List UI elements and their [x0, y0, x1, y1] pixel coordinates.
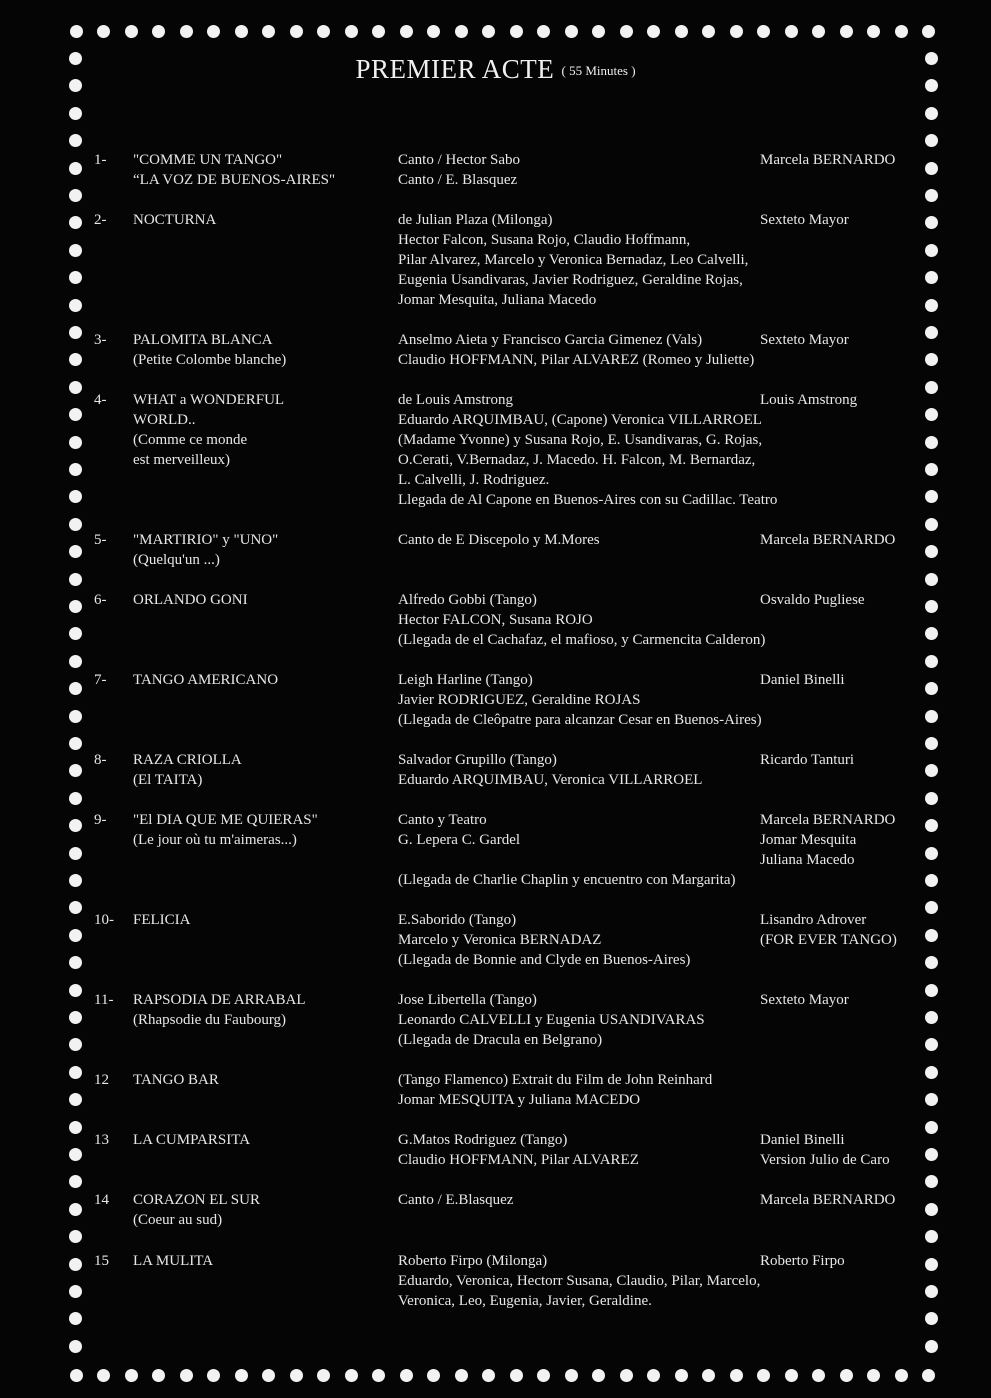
- entry-artist-line: Marcela BERNARDO: [760, 1192, 896, 1208]
- border-dot: [69, 326, 82, 339]
- entry-title-line: TANGO AMERICANO: [133, 672, 279, 688]
- entry-number: 10-: [94, 912, 114, 928]
- entry-description-line: Canto / Hector Sabo: [398, 152, 521, 168]
- entry-artist-line: Ricardo Tanturi: [760, 752, 855, 768]
- entry-artist-line: Sexteto Mayor: [760, 992, 849, 1008]
- entry-description-line: Hector Falcon, Susana Rojo, Claudio Hoffmann,: [398, 232, 691, 248]
- border-dot: [785, 1369, 798, 1382]
- border-dot: [922, 25, 935, 38]
- border-dot: [69, 1038, 82, 1051]
- entry-artist-line: Marcela BERNARDO: [760, 812, 896, 828]
- border-dot: [840, 1369, 853, 1382]
- entry-title: [133, 390, 395, 470]
- entry-title-line: est merveilleux): [133, 452, 231, 468]
- entry-title-line: TANGO BAR: [133, 1072, 219, 1088]
- border-dot: [69, 792, 82, 805]
- entry-desc: [398, 1070, 918, 1110]
- entry-number: 12: [94, 1072, 109, 1088]
- border-dot: [69, 1285, 82, 1298]
- entry-description-line: Leonardo CALVELLI y Eugenia USANDIVARAS: [398, 1012, 705, 1028]
- entry-description-line: (Tango Flamenco) Extrait du Film de John Reinhard: [398, 1072, 713, 1088]
- entry-title: [133, 910, 395, 930]
- entry-artist-line: Louis Amstrong: [760, 392, 858, 408]
- entry-description-line: Canto y Teatro: [398, 812, 487, 828]
- entry-description-line: Eugenia Usandivaras, Javier Rodriguez, Geraldine Rojas,: [398, 272, 743, 288]
- entry-title-line: (Petite Colombe blanche): [133, 352, 287, 368]
- border-dot: [69, 1148, 82, 1161]
- border-dot: [757, 1369, 770, 1382]
- border-dot: [69, 682, 82, 695]
- border-dot: [925, 1066, 938, 1079]
- border-dot: [180, 25, 193, 38]
- border-dot: [69, 545, 82, 558]
- entry-description-line: Leigh Harline (Tango): [398, 672, 533, 688]
- entry-artist-line: Sexteto Mayor: [760, 332, 849, 348]
- entry-description-line: Eduardo, Veronica, Hectorr Susana, Claudio, Pilar, Marcelo,: [398, 1273, 761, 1289]
- border-dot: [592, 25, 605, 38]
- entry-description-line: (Llegada de Charlie Chaplin y encuentro con Margarita): [398, 872, 736, 888]
- border-dot: [537, 25, 550, 38]
- entry-artist: [760, 910, 930, 950]
- border-dot: [69, 134, 82, 147]
- entry-description-line: Salvador Grupillo (Tango): [398, 752, 557, 768]
- border-dot: [372, 25, 385, 38]
- border-dot: [69, 573, 82, 586]
- border-dot: [69, 847, 82, 860]
- entry-title: [133, 670, 395, 690]
- entry-number: 2-: [94, 212, 107, 228]
- entry-artist: [760, 1251, 930, 1271]
- border-dot: [69, 244, 82, 257]
- entry-title-line: WHAT a WONDERFUL: [133, 392, 285, 408]
- entry-number: 8-: [94, 752, 107, 768]
- border-dot: [427, 25, 440, 38]
- border-dot: [925, 490, 938, 503]
- border-dot: [510, 25, 523, 38]
- entry-number: 1-: [94, 152, 107, 168]
- border-dot: [925, 1011, 938, 1024]
- border-dot: [69, 271, 82, 284]
- entry-title-line: "El DIA QUE ME QUIERAS": [133, 812, 318, 828]
- border-dot: [702, 25, 715, 38]
- entry-artist-line: Marcela BERNARDO: [760, 532, 896, 548]
- entry-number: 15: [94, 1253, 109, 1269]
- entry-title: [133, 990, 395, 1030]
- border-dot: [647, 25, 660, 38]
- border-dot: [69, 1340, 82, 1353]
- border-dot: [840, 25, 853, 38]
- border-dot: [69, 600, 82, 613]
- entry-title-line: (El TAITA): [133, 772, 203, 788]
- border-dot: [510, 1369, 523, 1382]
- border-dot: [675, 1369, 688, 1382]
- entry-description-line: Pilar Alvarez, Marcelo y Veronica Bernadaz, Leo Calvelli,: [398, 252, 749, 268]
- border-dot: [925, 299, 938, 312]
- entry-description-line: (Llegada de Bonnie and Clyde en Buenos-Aires): [398, 952, 691, 968]
- border-dot: [207, 1369, 220, 1382]
- border-dot: [290, 1369, 303, 1382]
- entry-description-line: E.Saborido (Tango): [398, 912, 517, 928]
- entry-number: 7-: [94, 672, 107, 688]
- entry-title-line: NOCTURNA: [133, 212, 217, 228]
- border-dot: [565, 25, 578, 38]
- entry-title: [133, 1070, 395, 1090]
- border-dot: [69, 189, 82, 202]
- entry-description-line: Jomar MESQUITA y Juliana MACEDO: [398, 1092, 641, 1108]
- entry-title-line: WORLD..: [133, 412, 196, 428]
- border-dot: [317, 25, 330, 38]
- entry-artist: [760, 530, 930, 550]
- border-dot: [925, 573, 938, 586]
- entry-title-line: (Le jour où tu m'aimeras...): [133, 832, 297, 848]
- border-dot: [69, 627, 82, 640]
- border-dot: [400, 25, 413, 38]
- border-dot: [69, 1121, 82, 1134]
- border-dot: [69, 381, 82, 394]
- border-dot: [69, 436, 82, 449]
- border-dot: [69, 353, 82, 366]
- border-dot: [69, 107, 82, 120]
- entry-description-line: Jomar Mesquita, Juliana Macedo: [398, 292, 597, 308]
- entry-artist: [760, 590, 930, 610]
- border-dot: [69, 901, 82, 914]
- entry-number: 5-: [94, 532, 107, 548]
- border-dot: [69, 929, 82, 942]
- entry-artist-line: Daniel Binelli: [760, 1132, 845, 1148]
- entry-description-line: Veronica, Leo, Eugenia, Javier, Geraldine.: [398, 1293, 652, 1309]
- entry-artist: [760, 990, 930, 1010]
- border-dot: [812, 25, 825, 38]
- border-dot: [125, 1369, 138, 1382]
- entry-description-line: Llegada de Al Capone en Buenos-Aires con su Cadillac. Teatro: [398, 492, 778, 508]
- entry-title-line: (Comme ce monde: [133, 432, 248, 448]
- entry-description-line: Marcelo y Veronica BERNADAZ: [398, 932, 602, 948]
- border-dot: [925, 244, 938, 257]
- border-dot: [69, 984, 82, 997]
- border-dot: [925, 518, 938, 531]
- entry-artist-line: Version Julio de Caro: [760, 1152, 890, 1168]
- entry-description-line: L. Calvelli, J. Rodriguez.: [398, 472, 550, 488]
- border-dot: [925, 107, 938, 120]
- border-dot: [152, 25, 165, 38]
- border-dot: [757, 25, 770, 38]
- border-dot: [69, 1258, 82, 1271]
- entry-description-line: Javier RODRIGUEZ, Geraldine ROJAS: [398, 692, 641, 708]
- entry-number: 3-: [94, 332, 107, 348]
- act-duration: ( 55 Minutes ): [561, 63, 636, 78]
- entry-description-line: Canto de E Discepolo y M.Mores: [398, 532, 600, 548]
- entry-title: [133, 150, 395, 190]
- entry-description-line: G. Lepera C. Gardel: [398, 832, 521, 848]
- border-dot: [647, 1369, 660, 1382]
- border-dot: [69, 1093, 82, 1106]
- border-dot: [925, 436, 938, 449]
- entry-number: 6-: [94, 592, 107, 608]
- entry-number: 4-: [94, 392, 107, 408]
- border-dot: [925, 134, 938, 147]
- entry-title-line: (Coeur au sud): [133, 1212, 223, 1228]
- border-dot: [925, 1230, 938, 1243]
- border-dot: [925, 956, 938, 969]
- entry-artist-line: Sexteto Mayor: [760, 212, 849, 228]
- entry-description-line: (Madame Yvonne) y Susana Rojo, E. Usandivaras, G. Rojas,: [398, 432, 763, 448]
- border-dot: [925, 874, 938, 887]
- border-dot: [69, 1203, 82, 1216]
- border-dot: [400, 1369, 413, 1382]
- border-dot: [69, 1175, 82, 1188]
- border-dot: [455, 25, 468, 38]
- entry-artist-line: Daniel Binelli: [760, 672, 845, 688]
- border-dot: [97, 1369, 110, 1382]
- entry-title-line: (Rhapsodie du Faubourg): [133, 1012, 287, 1028]
- entry-artist: [760, 150, 930, 170]
- border-dot: [925, 1312, 938, 1325]
- border-dot: [69, 655, 82, 668]
- entry-title-line: "COMME UN TANGO": [133, 152, 283, 168]
- border-dot: [427, 1369, 440, 1382]
- entry-title: [133, 210, 395, 230]
- border-dot: [482, 1369, 495, 1382]
- entry-title-line: RAZA CRIOLLA: [133, 752, 242, 768]
- border-dot: [895, 25, 908, 38]
- entry-number: 11-: [94, 992, 114, 1008]
- border-dot: [69, 518, 82, 531]
- act-title: PREMIER ACTE: [355, 54, 555, 84]
- entry-title: [133, 590, 395, 610]
- entry-artist-line: Juliana Macedo: [760, 852, 855, 868]
- border-dot: [69, 1066, 82, 1079]
- border-dot: [69, 408, 82, 421]
- entry-artist-line: (FOR EVER TANGO): [760, 932, 897, 948]
- entry-number: 13: [94, 1132, 109, 1148]
- entry-description-line: Eduardo ARQUIMBAU, Veronica VILLARROEL: [398, 772, 703, 788]
- border-dot: [925, 627, 938, 640]
- entry-title-line: PALOMITA BLANCA: [133, 332, 273, 348]
- border-dot: [592, 1369, 605, 1382]
- border-dot: [455, 1369, 468, 1382]
- border-dot: [207, 25, 220, 38]
- border-dot: [925, 271, 938, 284]
- entry-artist-line: Roberto Firpo: [760, 1253, 845, 1269]
- border-dot: [812, 1369, 825, 1382]
- entry-artist-line: Jomar Mesquita: [760, 832, 857, 848]
- border-dot: [69, 710, 82, 723]
- entry-artist-line: Osvaldo Pugliese: [760, 592, 865, 608]
- border-dot: [702, 1369, 715, 1382]
- border-dot: [69, 1312, 82, 1325]
- border-dot: [925, 710, 938, 723]
- entry-artist-line: Marcela BERNARDO: [760, 152, 896, 168]
- border-dot: [69, 874, 82, 887]
- border-dot: [69, 737, 82, 750]
- entry-title-line: RAPSODIA DE ARRABAL: [133, 992, 306, 1008]
- entry-description-line: Claudio HOFFMANN, Pilar ALVAREZ (Romeo y Juliette): [398, 352, 755, 368]
- entry-artist: [760, 330, 930, 350]
- border-dot: [372, 1369, 385, 1382]
- entry-description-line: de Louis Amstrong: [398, 392, 513, 408]
- entry-title-line: LA MULITA: [133, 1253, 214, 1269]
- border-dot: [925, 1093, 938, 1106]
- entry-title: [133, 750, 395, 790]
- border-dot: [69, 162, 82, 175]
- entry-artist-line: Lisandro Adrover: [760, 912, 867, 928]
- border-dot: [345, 1369, 358, 1382]
- border-dot: [895, 1369, 908, 1382]
- entry-description-line: de Julian Plaza (Milonga): [398, 212, 553, 228]
- entry-title-line: ORLANDO GONI: [133, 592, 248, 608]
- entry-title-line: "MARTIRIO" y "UNO": [133, 532, 279, 548]
- border-dot: [290, 25, 303, 38]
- entry-title-line: (Quelqu'un ...): [133, 552, 220, 568]
- entry-title: [133, 810, 395, 850]
- border-dot: [675, 25, 688, 38]
- border-dot: [925, 1038, 938, 1051]
- border-dot: [925, 1285, 938, 1298]
- border-dot: [262, 1369, 275, 1382]
- entry-description-line: Jose Libertella (Tango): [398, 992, 537, 1008]
- border-dot: [69, 956, 82, 969]
- entry-description-line: (Llegada de el Cachafaz, el mafioso, y Carmencita Calderon): [398, 632, 766, 648]
- border-dot: [925, 792, 938, 805]
- entry-description-line: Roberto Firpo (Milonga): [398, 1253, 548, 1269]
- border-dot: [69, 490, 82, 503]
- entry-description-line: Eduardo ARQUIMBAU, (Capone) Veronica VILLARROEL: [398, 412, 762, 428]
- border-dot: [317, 1369, 330, 1382]
- border-dot: [69, 764, 82, 777]
- border-dot: [565, 1369, 578, 1382]
- border-dot: [262, 25, 275, 38]
- border-dot: [925, 463, 938, 476]
- border-dot: [730, 1369, 743, 1382]
- entry-description-line: O.Cerati, V.Bernadaz, J. Macedo. H. Falcon, M. Bernardaz,: [398, 452, 756, 468]
- border-dot: [867, 25, 880, 38]
- border-dot: [180, 1369, 193, 1382]
- entry-title: [133, 1130, 395, 1150]
- entry-description-line: Claudio HOFFMANN, Pilar ALVAREZ: [398, 1152, 639, 1168]
- border-dot: [70, 25, 83, 38]
- entry-description-line: Alfredo Gobbi (Tango): [398, 592, 537, 608]
- entry-artist: [760, 1130, 930, 1170]
- entry-description-line: (Llegada de Dracula en Belgrano): [398, 1032, 603, 1048]
- border-dot: [925, 1175, 938, 1188]
- entry-artist: [760, 750, 930, 770]
- border-dot: [925, 737, 938, 750]
- border-dot: [69, 463, 82, 476]
- border-dot: [69, 819, 82, 832]
- entry-description-line: (Llegada de Cleôpatre para alcanzar Cesar en Buenos-Aires): [398, 712, 762, 728]
- entry-title-line: CORAZON EL SUR: [133, 1192, 260, 1208]
- border-dot: [70, 1369, 83, 1382]
- border-dot: [925, 655, 938, 668]
- entry-title: [133, 1251, 395, 1271]
- border-dot: [69, 1011, 82, 1024]
- border-dot: [620, 1369, 633, 1382]
- entry-title-line: FELICIA: [133, 912, 191, 928]
- border-dot: [730, 25, 743, 38]
- border-dot: [482, 25, 495, 38]
- border-dot: [69, 216, 82, 229]
- border-dot: [152, 1369, 165, 1382]
- border-dot: [69, 1230, 82, 1243]
- border-dot: [785, 25, 798, 38]
- entry-number: 14: [94, 1192, 109, 1208]
- entry-number: 9-: [94, 812, 107, 828]
- entry-title-line: “LA VOZ DE BUENOS-AIRES": [133, 172, 336, 188]
- entry-title: [133, 1190, 395, 1230]
- border-dot: [235, 25, 248, 38]
- entry-description-line: Canto / E. Blasquez: [398, 172, 518, 188]
- border-dot: [125, 25, 138, 38]
- entry-artist: [760, 810, 930, 870]
- entry-description-line: Hector FALCON, Susana ROJO: [398, 612, 593, 628]
- border-dot: [867, 1369, 880, 1382]
- entry-description-line: Anselmo Aieta y Francisco Garcia Gimenez (Vals): [398, 332, 703, 348]
- page-title: [0, 54, 991, 85]
- border-dot: [925, 189, 938, 202]
- entry-title: [133, 530, 395, 570]
- border-dot: [97, 25, 110, 38]
- border-dot: [69, 299, 82, 312]
- border-dot: [925, 1340, 938, 1353]
- border-dot: [537, 1369, 550, 1382]
- border-dot: [235, 1369, 248, 1382]
- entry-artist: [760, 670, 930, 690]
- border-dot: [925, 353, 938, 366]
- entry-title-line: LA CUMPARSITA: [133, 1132, 251, 1148]
- border-dot: [925, 408, 938, 421]
- entry-description-line: Canto / E.Blasquez: [398, 1192, 514, 1208]
- entry-title: [133, 330, 395, 370]
- border-dot: [922, 1369, 935, 1382]
- border-dot: [345, 25, 358, 38]
- entry-description-line: G.Matos Rodriguez (Tango): [398, 1132, 568, 1148]
- entry-artist: [760, 390, 930, 410]
- entry-artist: [760, 1190, 930, 1210]
- border-dot: [620, 25, 633, 38]
- entry-artist: [760, 210, 930, 230]
